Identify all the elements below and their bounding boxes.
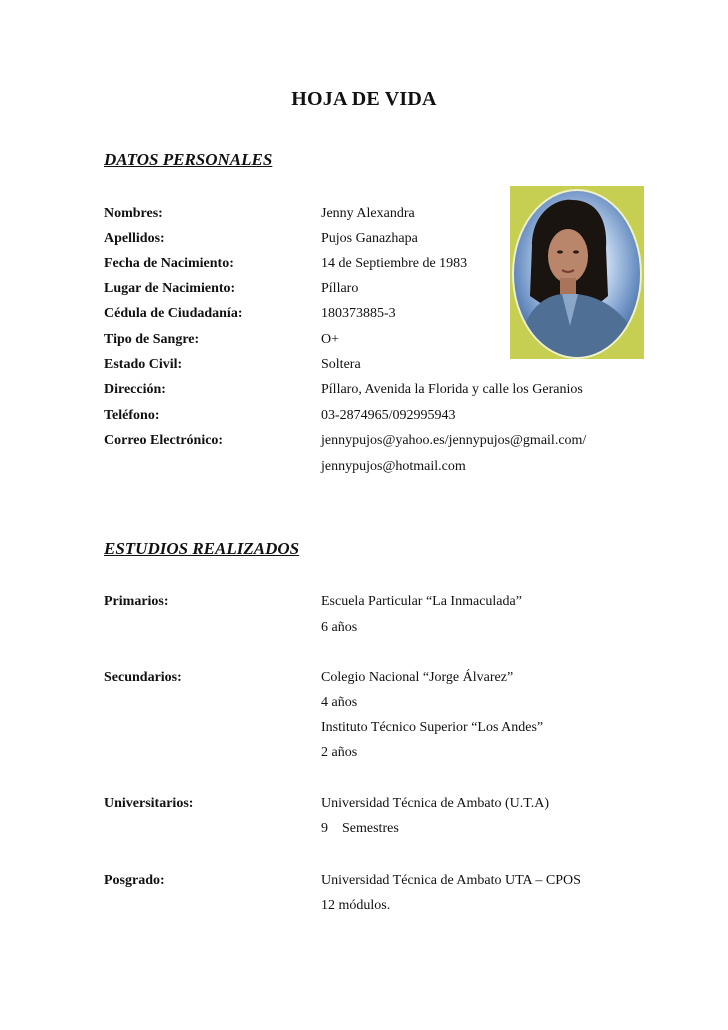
field-label: Lugar de Nacimiento: [104,281,236,296]
field-value: 14 de Septiembre de 1983 [321,256,468,271]
field-label: Tipo de Sangre: [104,332,200,347]
field-value: Píllaro [321,281,359,296]
study-value: 12 módulos. [321,898,391,913]
field-value: jennypujos@hotmail.com [321,459,466,474]
study-value: Colegio Nacional “Jorge Álvarez” [321,670,514,685]
section-heading-personal: DATOS PERSONALES [104,150,273,169]
portrait-photo [510,186,644,359]
study-row-posgrado [104,869,664,893]
study-row-secundarios-years [104,691,664,715]
field-label: Nombres: [104,206,163,221]
field-label: Apellidos: [104,231,165,246]
study-value: 6 años [321,620,358,635]
study-row-primarios [104,590,664,614]
field-value: O+ [321,332,340,347]
study-label: Secundarios: [104,670,182,685]
study-row-secundarios-institute [104,716,664,740]
field-value: Píllaro, Avenida la Florida y calle los Geranios [321,382,583,397]
document-title: HOJA DE VIDA [291,88,437,110]
field-label: Dirección: [104,382,166,397]
study-label: Universitarios: [104,796,194,811]
field-row-direccion [104,378,664,402]
study-row-universitarios-semesters [104,817,664,841]
study-value: Instituto Técnico Superior “Los Andes” [321,720,544,735]
field-row-telefono [104,404,664,428]
portrait-photo-icon [510,186,644,359]
field-value: 03-2874965/092995943 [321,408,456,423]
study-value: Escuela Particular “La Inmaculada” [321,594,522,609]
study-row-universitarios [104,792,664,816]
study-row-secundarios-institute-years [104,741,664,765]
study-value: Universidad Técnica de Ambato (U.T.A) [321,796,550,811]
field-value: jennypujos@yahoo.es/jennypujos@gmail.com/ [321,433,587,448]
field-row-correo-continuation [104,455,664,479]
field-value: Soltera [321,357,361,372]
field-label: Cédula de Ciudadanía: [104,306,243,321]
field-row-correo [104,429,664,453]
study-value: 9 Semestres [321,821,399,836]
section-heading-studies: ESTUDIOS REALIZADOS [104,539,300,558]
field-value: 180373885-3 [321,306,396,321]
field-value: Pujos Ganazhapa [321,231,418,246]
study-label: Posgrado: [104,873,165,888]
field-label: Teléfono: [104,408,160,423]
field-label: Correo Electrónico: [104,433,224,448]
field-value: Jenny Alexandra [321,206,415,221]
study-value: 2 años [321,745,358,760]
study-label: Primarios: [104,594,169,609]
study-row-primarios-years [104,616,664,640]
study-value: 4 años [321,695,358,710]
field-label: Fecha de Nacimiento: [104,256,234,271]
study-value: Universidad Técnica de Ambato UTA – CPOS [321,873,581,888]
study-row-secundarios [104,666,664,690]
study-row-posgrado-modules [104,894,664,918]
field-label: Estado Civil: [104,357,183,372]
